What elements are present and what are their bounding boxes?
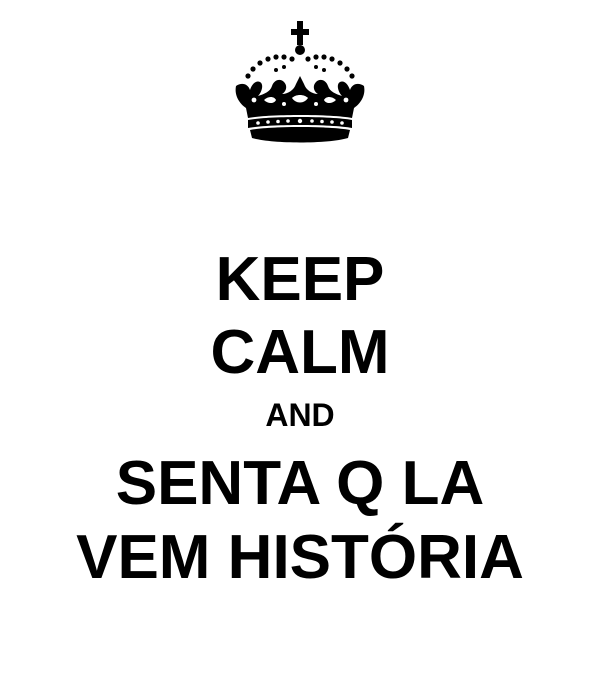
conjunction-and: AND (265, 397, 335, 433)
message-line-1: SENTA Q LA (115, 449, 485, 518)
headline-calm: CALM (210, 318, 390, 387)
headline-keep: KEEP (215, 245, 385, 314)
crown-icon (228, 20, 372, 144)
message-line-2: VEM HISTÓRIA (76, 523, 524, 592)
